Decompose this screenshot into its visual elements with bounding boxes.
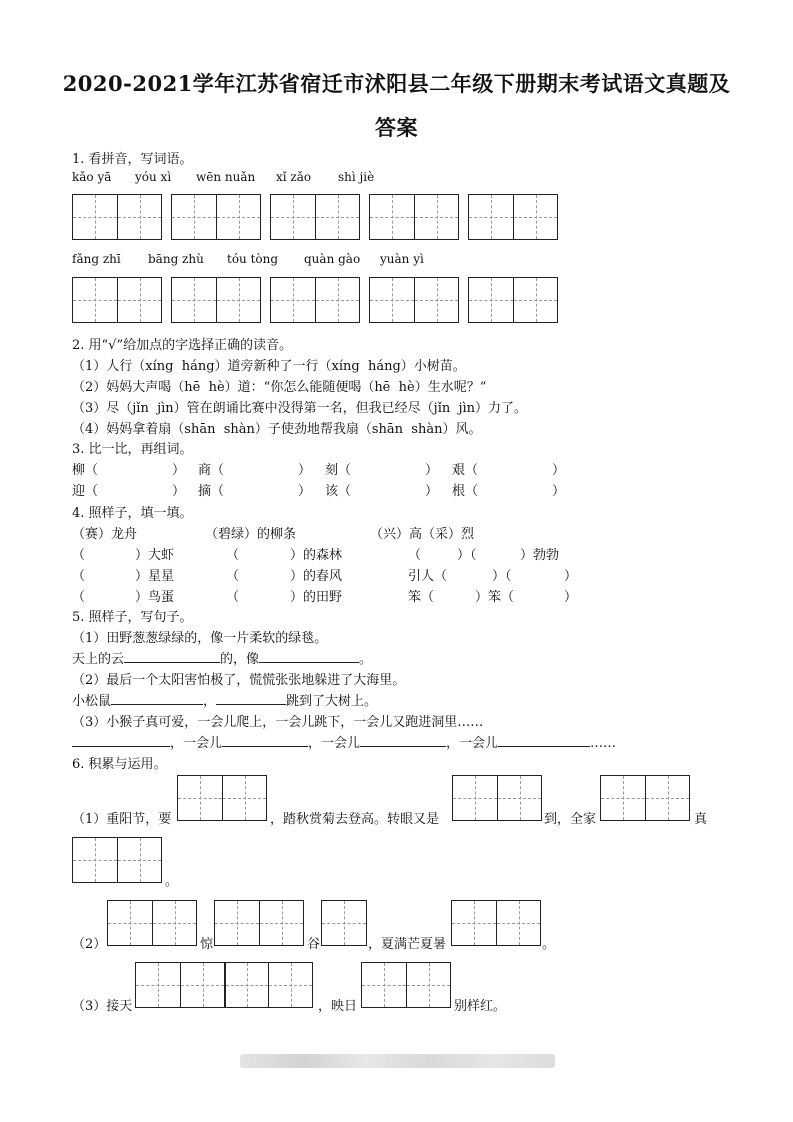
q5-example: （1）田野葱葱绿绿的，像一片柔软的绿毯。 [72, 631, 328, 646]
writing-grid[interactable] [214, 900, 304, 946]
q6-text: 到，全家 [544, 812, 597, 827]
writing-grid[interactable] [171, 277, 261, 323]
q5-example: （2）最后一个太阳害怕极了，慌慌张张地躲进了大海里。 [72, 673, 406, 688]
q3-heading: 3. 比一比，再组词。 [72, 442, 193, 457]
pinyin: shì jiè [338, 170, 375, 184]
text: ， [203, 694, 217, 709]
paren-close: ） [172, 484, 186, 499]
fill-word: ）鸟蛋 [135, 590, 175, 605]
pinyin: bāng zhù [148, 252, 204, 266]
fill-paren: （ [72, 590, 86, 605]
writing-grid[interactable] [451, 900, 541, 946]
q6-text: ，踏秋赏菊去登高。转眼又是 [270, 812, 440, 827]
fill-word: ）勃勃 [520, 548, 560, 563]
page-title: 2020-2021学年江苏省宿迁市沭阳县二年级下册期末考试语文真题及 [62, 71, 731, 96]
q6-text: （3）接天 [72, 999, 133, 1014]
writing-grid[interactable] [369, 277, 459, 323]
fill-word: ）的田野 [290, 590, 343, 605]
writing-grid[interactable] [135, 962, 313, 1008]
answer-blank[interactable] [72, 734, 170, 747]
q6-text: 真 [694, 812, 708, 827]
fill-word: 引人（ [408, 569, 448, 584]
q5-answer-line [72, 732, 616, 751]
q2-item: （3）尽（jǐn jìn）管在朗诵比赛中没得第一名，但我已经尽（jǐn jìn）力了。 [72, 401, 528, 416]
q6-text: ，映日 [318, 999, 358, 1014]
pinyin: quàn gào [304, 252, 361, 266]
writing-grid[interactable] [72, 194, 162, 240]
fill-paren: （ [72, 548, 86, 563]
blurred-footer [240, 1054, 555, 1068]
writing-grid[interactable] [107, 900, 197, 946]
fill-word: ）星星 [135, 569, 175, 584]
q5-example: （3）小猴子真可爱，一会儿爬上，一会儿跳下，一会儿又跑进洞里…… [72, 715, 484, 730]
char-compare: 商（ [198, 463, 225, 478]
writing-grid[interactable] [361, 962, 451, 1008]
q6-heading: 6. 积累与运用。 [72, 757, 167, 772]
q5-answer-line [72, 648, 372, 667]
paren-close: ） [172, 463, 186, 478]
writing-grid[interactable] [369, 194, 459, 240]
pinyin: fǎng zhī [72, 252, 121, 266]
writing-grid[interactable] [270, 194, 360, 240]
writing-grid[interactable] [452, 775, 542, 821]
answer-blank[interactable] [360, 734, 446, 747]
fill-paren: ） [564, 590, 578, 605]
fill-word: ）的森林 [290, 548, 343, 563]
q6-text: 。 [165, 874, 179, 889]
text: 跳到了大树上。 [286, 694, 378, 709]
fill-paren: （ [226, 590, 240, 605]
fill-paren: （ [226, 548, 240, 563]
fill-paren: ）（ [492, 569, 512, 584]
char-compare: 柳（ [72, 463, 99, 478]
pinyin: kǎo yā [72, 170, 112, 184]
paren-close: ） [425, 484, 439, 499]
q5-answer-line [72, 690, 377, 709]
paren-close: ） [425, 463, 439, 478]
q1-heading: 1. 看拼音，写词语。 [72, 152, 193, 167]
text: 小松鼠 [72, 694, 112, 709]
answer-blank[interactable] [259, 650, 359, 663]
answer-blank[interactable] [216, 692, 286, 705]
text: 天上的云 [72, 652, 125, 667]
writing-grid[interactable] [177, 775, 267, 821]
q4-heading: 4. 照样子，填一填。 [72, 506, 193, 521]
writing-grid[interactable] [600, 775, 690, 821]
pinyin: wēn nuǎn [196, 170, 256, 184]
answer-blank[interactable] [498, 734, 590, 747]
char-compare: 艰（ [452, 463, 479, 478]
fill-word: 笨（ [408, 590, 435, 605]
writing-grid[interactable] [72, 837, 162, 883]
writing-grid[interactable] [270, 277, 360, 323]
answer-blank[interactable] [111, 692, 203, 705]
char-compare: 根（ [452, 484, 479, 499]
q4-example: （赛）龙舟 [72, 527, 138, 542]
fill-word: ）大虾 [135, 548, 175, 563]
q6-text: （2） [72, 937, 107, 952]
writing-grid[interactable] [468, 194, 558, 240]
pinyin: yuàn yì [380, 252, 424, 266]
writing-grid[interactable] [321, 900, 367, 946]
q2-item: （2）妈妈大声喝（hē hè）道：“你怎么能随便喝（hē hè）生水呢？” [72, 380, 487, 395]
answer-blank[interactable] [124, 650, 220, 663]
char-compare: 刻（ [325, 463, 352, 478]
paren-close: ） [552, 463, 566, 478]
fill-paren: （ [226, 569, 240, 584]
fill-paren: ）（ [457, 548, 477, 563]
pinyin: yóu xì [135, 170, 172, 184]
text: 的，像 [220, 652, 260, 667]
q4-example: （兴）高（采）烈 [370, 527, 475, 542]
q2-item: （4）妈妈拿着扇（shān shàn）子使劲地帮我扇（shān shàn）风。 [72, 422, 482, 437]
text: ，一会儿 [170, 736, 223, 751]
char-compare: 迎（ [72, 484, 99, 499]
q6-text: 别样红。 [454, 999, 507, 1014]
fill-paren: ） [564, 569, 578, 584]
char-compare: 摘（ [198, 484, 225, 499]
page-title-line2: 答案 [375, 115, 418, 140]
pinyin: xǐ zǎo [276, 170, 312, 184]
paren-close: ） [298, 484, 312, 499]
fill-paren: （ [72, 569, 86, 584]
q4-example: （碧绿）的柳条 [205, 527, 297, 542]
text: 。 [359, 652, 373, 667]
q6-text: （1）重阳节，要 [72, 812, 172, 827]
text: …… [590, 736, 617, 751]
fill-word: ）笨（ [475, 590, 515, 605]
q6-text: ，夏满芒夏暑 [368, 937, 447, 952]
writing-grid[interactable] [171, 194, 261, 240]
q5-heading: 5. 照样子，写句子。 [72, 610, 193, 625]
text: ，一会儿 [446, 736, 499, 751]
writing-grid[interactable] [72, 277, 162, 323]
paren-close: ） [552, 484, 566, 499]
paren-close: ） [298, 463, 312, 478]
q2-item: （1）人行（xíng háng）道旁新种了一行（xíng háng）小树苗。 [72, 359, 466, 374]
q6-text: 。 [542, 937, 556, 952]
q2-heading: 2. 用“√”给加点的字选择正确的读音。 [72, 338, 293, 353]
char-compare: 该（ [325, 484, 352, 499]
pinyin: tóu tòng [227, 252, 279, 266]
q6-text: 惊 [200, 937, 214, 952]
fill-paren: （ [408, 548, 422, 563]
answer-blank[interactable] [222, 734, 308, 747]
q6-text: 谷 [307, 937, 321, 952]
text: ，一会儿 [308, 736, 361, 751]
fill-word: ）的春风 [290, 569, 343, 584]
writing-grid[interactable] [468, 277, 558, 323]
